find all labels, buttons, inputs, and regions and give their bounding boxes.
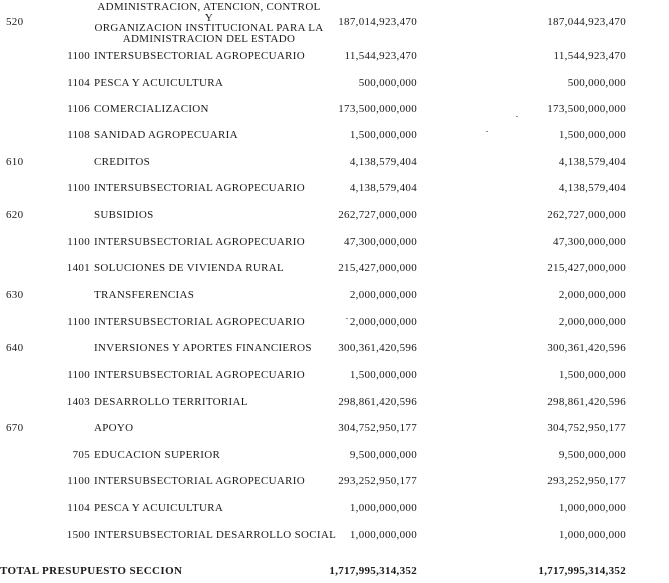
budget-row [0, 394, 669, 410]
row-amount-2: 298,861,420,596 [547, 396, 626, 408]
budget-row [0, 260, 669, 276]
row-subcode: 1401 [66, 262, 90, 274]
row-amount-1: 2,000,000,000 [349, 316, 417, 328]
row-code: 610 [6, 156, 24, 168]
row-code: 670 [6, 422, 24, 434]
row-subcode: 1104 [67, 502, 90, 514]
row-subcode: 1100 [67, 182, 90, 194]
entry-description [94, 2, 324, 44]
row-subcode: 1100 [67, 236, 90, 248]
row-amount-1: 4,138,579,404 [349, 182, 417, 194]
row-subcode: 1104 [67, 77, 90, 89]
row-subcode: 1100 [67, 50, 90, 62]
row-description: SANIDAD AGROPECUARIA [94, 129, 238, 141]
entry-description-line: ADMINISTRACION DEL ESTADO [122, 32, 296, 45]
row-subcode: 1100 [67, 316, 90, 328]
row-amount-2: 1,500,000,000 [558, 129, 626, 141]
entry-description-line: ADMINISTRACION, ATENCION, CONTROL Y [97, 1, 321, 24]
budget-row [0, 75, 669, 91]
row-amount-2: 215,427,000,000 [547, 262, 626, 274]
row-amount-1: 1,000,000,000 [349, 502, 417, 514]
row-amount-2: 173,500,000,000 [547, 103, 626, 115]
row-subcode: 1403 [66, 396, 90, 408]
row-description: CREDITOS [94, 156, 150, 168]
row-amount-1: 304,752,950,177 [338, 422, 417, 434]
row-description: INTERSUBSECTORIAL AGROPECUARIO [94, 236, 305, 248]
row-amount-1: 293,252,950,177 [338, 475, 417, 487]
row-amount-2: 4,138,579,404 [558, 156, 626, 168]
total-row [0, 563, 669, 579]
row-subcode: 1100 [67, 369, 90, 381]
row-amount-2: 4,138,579,404 [558, 182, 626, 194]
row-amount-1: 298,861,420,596 [338, 396, 417, 408]
row-description: SOLUCIONES DE VIVIENDA RURAL [94, 262, 285, 274]
budget-row-group [0, 207, 669, 223]
row-amount-2: 9,500,000,000 [558, 449, 626, 461]
row-amount-1: 47,300,000,000 [344, 236, 417, 248]
scan-speck [486, 131, 488, 132]
row-amount-1: 9,500,000,000 [349, 449, 417, 461]
row-description: COMERCIALIZACION [94, 103, 209, 115]
entry-code: 520 [6, 16, 24, 28]
budget-row-group [0, 154, 669, 170]
row-description: DESARROLLO TERRITORIAL [94, 396, 248, 408]
row-description: INTERSUBSECTORIAL AGROPECUARIO [94, 475, 305, 487]
total-amount-1: 1,717,995,314,352 [329, 565, 417, 577]
row-description: PESCA Y ACUICULTURA [94, 77, 224, 89]
budget-row [0, 180, 669, 196]
scan-speck [516, 116, 518, 117]
row-description: INTERSUBSECTORIAL DESARROLLO SOCIAL [94, 529, 337, 541]
row-amount-2: 1,000,000,000 [558, 502, 626, 514]
row-description: INVERSIONES Y APORTES FINANCIEROS [94, 342, 312, 354]
row-amount-2: 2,000,000,000 [558, 289, 626, 301]
row-amount-1: 300,361,420,596 [338, 342, 417, 354]
row-description: APOYO [94, 422, 134, 434]
row-description: INTERSUBSECTORIAL AGROPECUARIO [94, 369, 305, 381]
row-amount-1: 262,727,000,000 [338, 209, 417, 221]
row-amount-2: 262,727,000,000 [547, 209, 626, 221]
budget-row [0, 314, 669, 330]
budget-row [0, 367, 669, 383]
row-description: EDUCACION SUPERIOR [94, 449, 221, 461]
row-amount-1: 1,000,000,000 [349, 529, 417, 541]
row-amount-2: 2,000,000,000 [558, 316, 626, 328]
row-subcode: 1108 [67, 129, 90, 141]
scan-speck [346, 318, 348, 319]
row-amount-1: 215,427,000,000 [338, 262, 417, 274]
entry-amount-2: 187,044,923,470 [547, 16, 626, 28]
budget-row [0, 101, 669, 117]
row-description: SUBSIDIOS [94, 209, 154, 221]
budget-row [0, 234, 669, 250]
row-amount-2: 47,300,000,000 [553, 236, 626, 248]
budget-row [0, 48, 669, 64]
row-amount-2: 293,252,950,177 [547, 475, 626, 487]
budget-row [0, 527, 669, 543]
row-amount-2: 1,500,000,000 [558, 369, 626, 381]
row-amount-1: 1,500,000,000 [349, 369, 417, 381]
row-amount-1: 1,500,000,000 [349, 129, 417, 141]
entry-description-line: ORGANIZACION INSTITUCIONAL PARA LA [94, 22, 324, 34]
row-description: PESCA Y ACUICULTURA [94, 502, 224, 514]
row-amount-1: 11,544,923,470 [344, 50, 417, 62]
row-amount-2: 500,000,000 [567, 77, 626, 89]
row-subcode: 1106 [67, 103, 90, 115]
budget-row [0, 447, 669, 463]
row-amount-2: 304,752,950,177 [547, 422, 626, 434]
row-amount-1: 4,138,579,404 [349, 156, 417, 168]
budget-row [0, 127, 669, 143]
row-subcode: 1100 [67, 475, 90, 487]
row-amount-1: 500,000,000 [358, 77, 417, 89]
total-amount-2: 1,717,995,314,352 [538, 565, 626, 577]
budget-row [0, 473, 669, 489]
row-description: TRANSFERENCIAS [94, 289, 195, 301]
row-description: INTERSUBSECTORIAL AGROPECUARIO [94, 182, 305, 194]
budget-row-group [0, 287, 669, 303]
row-code: 620 [6, 209, 24, 221]
row-code: 640 [6, 342, 24, 354]
row-subcode: 1500 [66, 529, 90, 541]
row-code: 630 [6, 289, 24, 301]
row-subcode: 705 [72, 449, 90, 461]
row-description: INTERSUBSECTORIAL AGROPECUARIO [94, 50, 305, 62]
row-description: INTERSUBSECTORIAL AGROPECUARIO [94, 316, 305, 328]
total-label: TOTAL PRESUPUESTO SECCION [0, 565, 183, 577]
entry-amount-1: 187,014,923,470 [338, 16, 417, 28]
budget-row-group [0, 420, 669, 436]
budget-row-group [0, 340, 669, 356]
row-amount-2: 1,000,000,000 [558, 529, 626, 541]
row-amount-2: 11,544,923,470 [553, 50, 626, 62]
row-amount-1: 2,000,000,000 [349, 289, 417, 301]
budget-entry-520 [0, 1, 669, 45]
row-amount-1: 173,500,000,000 [338, 103, 417, 115]
budget-row [0, 500, 669, 516]
row-amount-2: 300,361,420,596 [547, 342, 626, 354]
